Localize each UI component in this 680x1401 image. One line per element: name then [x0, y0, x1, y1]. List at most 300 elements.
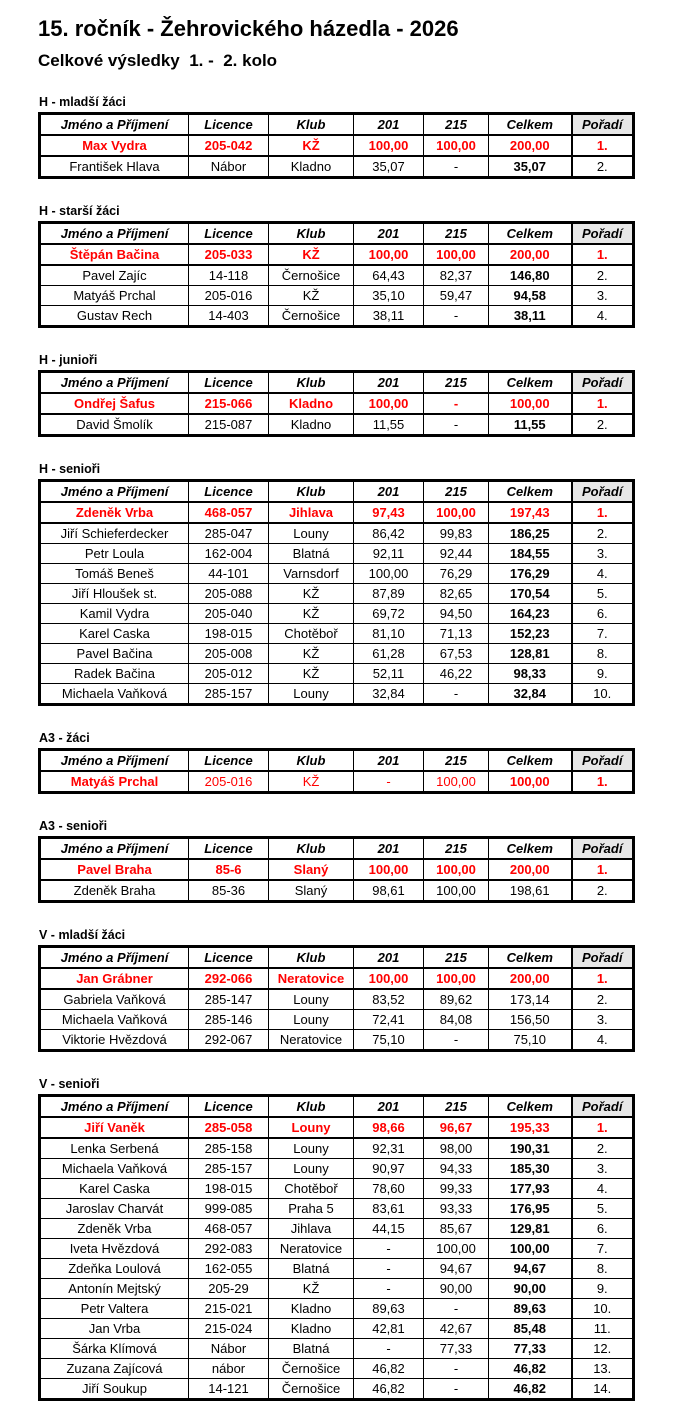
celkem-cell: 100,00 — [489, 771, 572, 793]
table-row — [40, 414, 634, 436]
215-cell: 67,53 — [424, 644, 489, 664]
poradi-cell: 4. — [572, 306, 634, 327]
column-header-name: Jméno a Příjmení — [40, 114, 189, 136]
poradi-cell: 9. — [572, 664, 634, 684]
winner-row — [40, 244, 634, 265]
licence-cell: 205-040 — [189, 604, 269, 624]
poradi-cell: 4. — [572, 1030, 634, 1051]
header-row — [40, 372, 634, 394]
klub-cell: Louny — [269, 1010, 354, 1030]
poradi-cell: 2. — [572, 156, 634, 178]
column-header-poradi: Pořadí — [572, 947, 634, 969]
table-row — [40, 1379, 634, 1400]
name-cell: Kamil Vydra — [40, 604, 189, 624]
215-cell: - — [424, 1030, 489, 1051]
klub-cell: Blatná — [269, 544, 354, 564]
header-row — [40, 838, 634, 860]
201-cell: 72,41 — [354, 1010, 424, 1030]
table-row — [40, 880, 634, 902]
celkem-cell: 200,00 — [489, 859, 572, 880]
celkem-cell: 90,00 — [489, 1279, 572, 1299]
results-section — [38, 819, 680, 903]
column-header-poradi: Pořadí — [572, 223, 634, 245]
column-header-licence: Licence — [189, 1096, 269, 1118]
winner-row — [40, 393, 634, 414]
klub-cell: Chotěboř — [269, 1179, 354, 1199]
table-row — [40, 156, 634, 178]
celkem-cell: 173,14 — [489, 989, 572, 1010]
table-row — [40, 1030, 634, 1051]
column-header-celkem: Celkem — [489, 223, 572, 245]
215-cell: 100,00 — [424, 968, 489, 989]
table-row — [40, 684, 634, 705]
page-title: 15. ročník - Žehrovického házedla - 2026 — [38, 16, 459, 41]
column-header-215: 215 — [424, 750, 489, 772]
column-header-licence: Licence — [189, 114, 269, 136]
215-cell: 82,65 — [424, 584, 489, 604]
201-cell: 11,55 — [354, 414, 424, 436]
klub-cell: KŽ — [269, 664, 354, 684]
name-cell: Zdeněk Vrba — [40, 1219, 189, 1239]
table-row — [40, 584, 634, 604]
winner-row — [40, 771, 634, 793]
results-section — [38, 353, 680, 437]
201-cell: 32,84 — [354, 684, 424, 705]
licence-cell: 205-016 — [189, 771, 269, 793]
poradi-cell: 2. — [572, 523, 634, 544]
201-cell: 97,43 — [354, 502, 424, 523]
klub-cell: KŽ — [269, 244, 354, 265]
201-cell: 42,81 — [354, 1319, 424, 1339]
column-header-licence: Licence — [189, 750, 269, 772]
celkem-cell: 156,50 — [489, 1010, 572, 1030]
celkem-cell: 35,07 — [489, 156, 572, 178]
licence-cell: Nábor — [189, 1339, 269, 1359]
poradi-cell: 14. — [572, 1379, 634, 1400]
column-header-201: 201 — [354, 838, 424, 860]
klub-cell: Kladno — [269, 414, 354, 436]
name-cell: Max Vydra — [40, 135, 189, 156]
celkem-cell: 177,93 — [489, 1179, 572, 1199]
celkem-cell: 200,00 — [489, 244, 572, 265]
celkem-cell: 129,81 — [489, 1219, 572, 1239]
table-row — [40, 306, 634, 327]
klub-cell: Kladno — [269, 393, 354, 414]
results-section — [38, 731, 680, 794]
table-row — [40, 1259, 634, 1279]
name-cell: Karel Caska — [40, 1179, 189, 1199]
column-header-klub: Klub — [269, 838, 354, 860]
201-cell: 83,61 — [354, 1199, 424, 1219]
215-cell: 71,13 — [424, 624, 489, 644]
table-row — [40, 624, 634, 644]
licence-cell: 198-015 — [189, 1179, 269, 1199]
name-cell: Gustav Rech — [40, 306, 189, 327]
poradi-cell: 7. — [572, 1239, 634, 1259]
poradi-cell: 11. — [572, 1319, 634, 1339]
celkem-cell: 176,29 — [489, 564, 572, 584]
celkem-cell: 197,43 — [489, 502, 572, 523]
poradi-cell: 10. — [572, 684, 634, 705]
licence-cell: 44-101 — [189, 564, 269, 584]
klub-cell: KŽ — [269, 771, 354, 793]
celkem-cell: 11,55 — [489, 414, 572, 436]
215-cell: 99,83 — [424, 523, 489, 544]
215-cell: 100,00 — [424, 135, 489, 156]
klub-cell: Kladno — [269, 1299, 354, 1319]
celkem-cell: 185,30 — [489, 1159, 572, 1179]
column-header-klub: Klub — [269, 947, 354, 969]
215-cell: - — [424, 1359, 489, 1379]
column-header-klub: Klub — [269, 372, 354, 394]
215-cell: - — [424, 1299, 489, 1319]
poradi-cell: 3. — [572, 286, 634, 306]
215-cell: 99,33 — [424, 1179, 489, 1199]
results-table — [38, 221, 635, 328]
name-cell: Karel Caska — [40, 624, 189, 644]
201-cell: 90,97 — [354, 1159, 424, 1179]
licence-cell: 205-29 — [189, 1279, 269, 1299]
celkem-cell: 94,67 — [489, 1259, 572, 1279]
name-cell: Jiří Hloušek st. — [40, 584, 189, 604]
column-header-215: 215 — [424, 1096, 489, 1118]
section-label: H - mladší žáci — [39, 95, 126, 109]
results-table — [38, 945, 635, 1052]
column-header-poradi: Pořadí — [572, 750, 634, 772]
licence-cell: 468-057 — [189, 502, 269, 523]
winner-row — [40, 1117, 634, 1138]
name-cell: Michaela Vaňková — [40, 1159, 189, 1179]
poradi-cell: 1. — [572, 968, 634, 989]
results-section — [38, 1077, 680, 1401]
poradi-cell: 7. — [572, 624, 634, 644]
klub-cell: Blatná — [269, 1259, 354, 1279]
licence-cell: 285-058 — [189, 1117, 269, 1138]
name-cell: Šárka Klímová — [40, 1339, 189, 1359]
poradi-cell: 1. — [572, 1117, 634, 1138]
name-cell: Jiří Schieferdecker — [40, 523, 189, 544]
poradi-cell: 1. — [572, 244, 634, 265]
klub-cell: Louny — [269, 1117, 354, 1138]
column-header-name: Jméno a Příjmení — [40, 372, 189, 394]
section-label: A3 - senioři — [39, 819, 108, 833]
215-cell: 90,00 — [424, 1279, 489, 1299]
table-row — [40, 1339, 634, 1359]
column-header-201: 201 — [354, 372, 424, 394]
215-cell: 82,37 — [424, 265, 489, 286]
name-cell: Michaela Vaňková — [40, 1010, 189, 1030]
licence-cell: 205-033 — [189, 244, 269, 265]
poradi-cell: 3. — [572, 1010, 634, 1030]
celkem-cell: 75,10 — [489, 1030, 572, 1051]
column-header-name: Jméno a Příjmení — [40, 223, 189, 245]
201-cell: 52,11 — [354, 664, 424, 684]
results-table — [38, 1094, 635, 1401]
201-cell: 64,43 — [354, 265, 424, 286]
215-cell: - — [424, 306, 489, 327]
celkem-cell: 146,80 — [489, 265, 572, 286]
licence-cell: 285-157 — [189, 1159, 269, 1179]
celkem-cell: 77,33 — [489, 1339, 572, 1359]
klub-cell: Kladno — [269, 156, 354, 178]
poradi-cell: 8. — [572, 644, 634, 664]
215-cell: 84,08 — [424, 1010, 489, 1030]
licence-cell: 205-088 — [189, 584, 269, 604]
column-header-201: 201 — [354, 947, 424, 969]
215-cell: 46,22 — [424, 664, 489, 684]
201-cell: - — [354, 1339, 424, 1359]
licence-cell: nábor — [189, 1359, 269, 1379]
celkem-cell: 164,23 — [489, 604, 572, 624]
201-cell: 100,00 — [354, 135, 424, 156]
licence-cell: 285-146 — [189, 1010, 269, 1030]
table-row — [40, 644, 634, 664]
table-row — [40, 523, 634, 544]
201-cell: 75,10 — [354, 1030, 424, 1051]
klub-cell: KŽ — [269, 584, 354, 604]
name-cell: Pavel Zajíc — [40, 265, 189, 286]
column-header-201: 201 — [354, 114, 424, 136]
215-cell: 92,44 — [424, 544, 489, 564]
klub-cell: Slaný — [269, 859, 354, 880]
215-cell: 100,00 — [424, 859, 489, 880]
licence-cell: 215-024 — [189, 1319, 269, 1339]
celkem-cell: 200,00 — [489, 968, 572, 989]
table-row — [40, 1279, 634, 1299]
section-label: H - junioři — [39, 353, 98, 367]
201-cell: 92,31 — [354, 1138, 424, 1159]
column-header-name: Jméno a Příjmení — [40, 750, 189, 772]
page-subtitle: Celkové výsledky 1. - 2. kolo — [38, 51, 278, 70]
table-row — [40, 1219, 634, 1239]
poradi-cell: 1. — [572, 135, 634, 156]
table-row — [40, 265, 634, 286]
215-cell: 100,00 — [424, 502, 489, 523]
column-header-215: 215 — [424, 481, 489, 503]
215-cell: 93,33 — [424, 1199, 489, 1219]
licence-cell: 14-403 — [189, 306, 269, 327]
licence-cell: 215-021 — [189, 1299, 269, 1319]
celkem-cell: 176,95 — [489, 1199, 572, 1219]
215-cell: - — [424, 393, 489, 414]
name-cell: Pavel Braha — [40, 859, 189, 880]
column-header-name: Jméno a Příjmení — [40, 838, 189, 860]
poradi-cell: 5. — [572, 584, 634, 604]
column-header-201: 201 — [354, 750, 424, 772]
name-cell: Iveta Hvězdová — [40, 1239, 189, 1259]
name-cell: Petr Loula — [40, 544, 189, 564]
licence-cell: 205-008 — [189, 644, 269, 664]
table-row — [40, 564, 634, 584]
poradi-cell: 3. — [572, 544, 634, 564]
215-cell: 100,00 — [424, 1239, 489, 1259]
klub-cell: Jihlava — [269, 502, 354, 523]
licence-cell: 205-042 — [189, 135, 269, 156]
poradi-cell: 8. — [572, 1259, 634, 1279]
poradi-cell: 1. — [572, 859, 634, 880]
results-table — [38, 370, 635, 437]
celkem-cell: 38,11 — [489, 306, 572, 327]
section-label: V - senioři — [39, 1077, 100, 1091]
215-cell: - — [424, 156, 489, 178]
table-row — [40, 1239, 634, 1259]
215-cell: - — [424, 1379, 489, 1400]
column-header-licence: Licence — [189, 223, 269, 245]
column-header-215: 215 — [424, 114, 489, 136]
column-header-215: 215 — [424, 372, 489, 394]
klub-cell: KŽ — [269, 286, 354, 306]
licence-cell: 215-087 — [189, 414, 269, 436]
name-cell: Ondřej Šafus — [40, 393, 189, 414]
215-cell: - — [424, 684, 489, 705]
celkem-cell: 100,00 — [489, 1239, 572, 1259]
215-cell: 42,67 — [424, 1319, 489, 1339]
klub-cell: Kladno — [269, 1319, 354, 1339]
header-row — [40, 947, 634, 969]
table-row — [40, 286, 634, 306]
table-row — [40, 1359, 634, 1379]
name-cell: Antonín Mejtský — [40, 1279, 189, 1299]
klub-cell: Praha 5 — [269, 1199, 354, 1219]
licence-cell: 468-057 — [189, 1219, 269, 1239]
215-cell: 59,47 — [424, 286, 489, 306]
celkem-cell: 32,84 — [489, 684, 572, 705]
klub-cell: Neratovice — [269, 1030, 354, 1051]
201-cell: 83,52 — [354, 989, 424, 1010]
215-cell: 94,33 — [424, 1159, 489, 1179]
poradi-cell: 1. — [572, 393, 634, 414]
winner-row — [40, 859, 634, 880]
licence-cell: 162-004 — [189, 544, 269, 564]
poradi-cell: 3. — [572, 1159, 634, 1179]
poradi-cell: 6. — [572, 1219, 634, 1239]
table-row — [40, 1199, 634, 1219]
column-header-poradi: Pořadí — [572, 372, 634, 394]
table-row — [40, 1138, 634, 1159]
results-section — [38, 928, 680, 1052]
celkem-cell: 89,63 — [489, 1299, 572, 1319]
klub-cell: Jihlava — [269, 1219, 354, 1239]
table-row — [40, 1010, 634, 1030]
215-cell: 100,00 — [424, 771, 489, 793]
column-header-klub: Klub — [269, 481, 354, 503]
klub-cell: Černošice — [269, 1379, 354, 1400]
table-row — [40, 544, 634, 564]
klub-cell: KŽ — [269, 1279, 354, 1299]
klub-cell: Černošice — [269, 1359, 354, 1379]
licence-cell: 285-157 — [189, 684, 269, 705]
201-cell: - — [354, 1279, 424, 1299]
licence-cell: 292-067 — [189, 1030, 269, 1051]
column-header-201: 201 — [354, 223, 424, 245]
celkem-cell: 184,55 — [489, 544, 572, 564]
celkem-cell: 94,58 — [489, 286, 572, 306]
column-header-celkem: Celkem — [489, 1096, 572, 1118]
201-cell: - — [354, 1239, 424, 1259]
celkem-cell: 195,33 — [489, 1117, 572, 1138]
licence-cell: 205-016 — [189, 286, 269, 306]
klub-cell: Blatná — [269, 1339, 354, 1359]
215-cell: 89,62 — [424, 989, 489, 1010]
201-cell: 81,10 — [354, 624, 424, 644]
header-row — [40, 223, 634, 245]
celkem-cell: 170,54 — [489, 584, 572, 604]
name-cell: Gabriela Vaňková — [40, 989, 189, 1010]
name-cell: Štěpán Bačina — [40, 244, 189, 265]
poradi-cell: 2. — [572, 1138, 634, 1159]
licence-cell: 999-085 — [189, 1199, 269, 1219]
201-cell: 35,07 — [354, 156, 424, 178]
column-header-celkem: Celkem — [489, 947, 572, 969]
celkem-cell: 186,25 — [489, 523, 572, 544]
201-cell: 46,82 — [354, 1359, 424, 1379]
results-section — [38, 95, 680, 179]
licence-cell: 162-055 — [189, 1259, 269, 1279]
klub-cell: Chotěboř — [269, 624, 354, 644]
column-header-poradi: Pořadí — [572, 1096, 634, 1118]
column-header-201: 201 — [354, 481, 424, 503]
klub-cell: Slaný — [269, 880, 354, 902]
column-header-201: 201 — [354, 1096, 424, 1118]
table-row — [40, 989, 634, 1010]
results-table — [38, 112, 635, 179]
results-table — [38, 836, 635, 903]
poradi-cell: 13. — [572, 1359, 634, 1379]
table-row — [40, 604, 634, 624]
name-cell: Zdeněk Braha — [40, 880, 189, 902]
201-cell: 100,00 — [354, 968, 424, 989]
celkem-cell: 152,23 — [489, 624, 572, 644]
201-cell: 46,82 — [354, 1379, 424, 1400]
poradi-cell: 2. — [572, 414, 634, 436]
klub-cell: Černošice — [269, 265, 354, 286]
celkem-cell: 198,61 — [489, 880, 572, 902]
name-cell: Jan Vrba — [40, 1319, 189, 1339]
215-cell: 94,67 — [424, 1259, 489, 1279]
header-row — [40, 114, 634, 136]
licence-cell: 198-015 — [189, 624, 269, 644]
215-cell: 85,67 — [424, 1219, 489, 1239]
poradi-cell: 10. — [572, 1299, 634, 1319]
name-cell: David Šmolík — [40, 414, 189, 436]
column-header-celkem: Celkem — [489, 750, 572, 772]
licence-cell: 285-047 — [189, 523, 269, 544]
column-header-licence: Licence — [189, 947, 269, 969]
header-row — [40, 481, 634, 503]
table-row — [40, 1179, 634, 1199]
column-header-licence: Licence — [189, 481, 269, 503]
klub-cell: KŽ — [269, 644, 354, 664]
klub-cell: Louny — [269, 684, 354, 705]
column-header-poradi: Pořadí — [572, 838, 634, 860]
column-header-poradi: Pořadí — [572, 114, 634, 136]
column-header-celkem: Celkem — [489, 838, 572, 860]
results-section — [38, 462, 680, 706]
header-row — [40, 750, 634, 772]
licence-cell: 285-147 — [189, 989, 269, 1010]
celkem-cell: 46,82 — [489, 1379, 572, 1400]
section-label: H - senioři — [39, 462, 101, 476]
name-cell: Matyáš Prchal — [40, 286, 189, 306]
215-cell: 98,00 — [424, 1138, 489, 1159]
name-cell: Jiří Soukup — [40, 1379, 189, 1400]
201-cell: 98,61 — [354, 880, 424, 902]
klub-cell: Louny — [269, 1159, 354, 1179]
licence-cell: 85-6 — [189, 859, 269, 880]
klub-cell: Louny — [269, 989, 354, 1010]
215-cell: 96,67 — [424, 1117, 489, 1138]
201-cell: 100,00 — [354, 859, 424, 880]
